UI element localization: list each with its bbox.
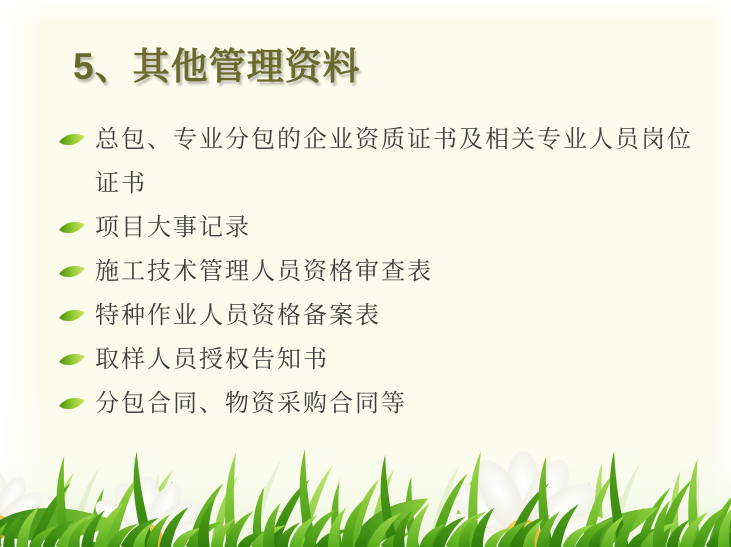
list-item — [58, 294, 698, 338]
leaf-icon — [58, 264, 86, 282]
leaf-icon — [58, 352, 86, 370]
list-item-label: 特种作业人员资格备案表 — [95, 302, 381, 329]
leaf-icon — [58, 132, 86, 150]
list-item — [58, 118, 698, 206]
grass-flowers-decoration — [0, 427, 731, 547]
list-item — [58, 382, 698, 426]
leaf-icon — [58, 396, 86, 414]
list-item-label: 项目大事记录 — [95, 214, 251, 241]
leaf-icon — [58, 220, 86, 238]
list-item-label: 施工技术管理人员资格审查表 — [95, 258, 433, 285]
bullet-list — [58, 118, 698, 426]
list-item-label: 分包合同、物资采购合同等 — [95, 390, 407, 417]
list-item — [58, 338, 698, 382]
page-title: 5、其他管理资料 — [73, 46, 361, 87]
list-item-label: 总包、专业分包的企业资质证书及相关专业人员岗位证书 — [95, 126, 693, 197]
list-item-label: 取样人员授权告知书 — [95, 346, 329, 373]
list-item — [58, 250, 698, 294]
leaf-icon — [58, 308, 86, 326]
list-item — [58, 206, 698, 250]
